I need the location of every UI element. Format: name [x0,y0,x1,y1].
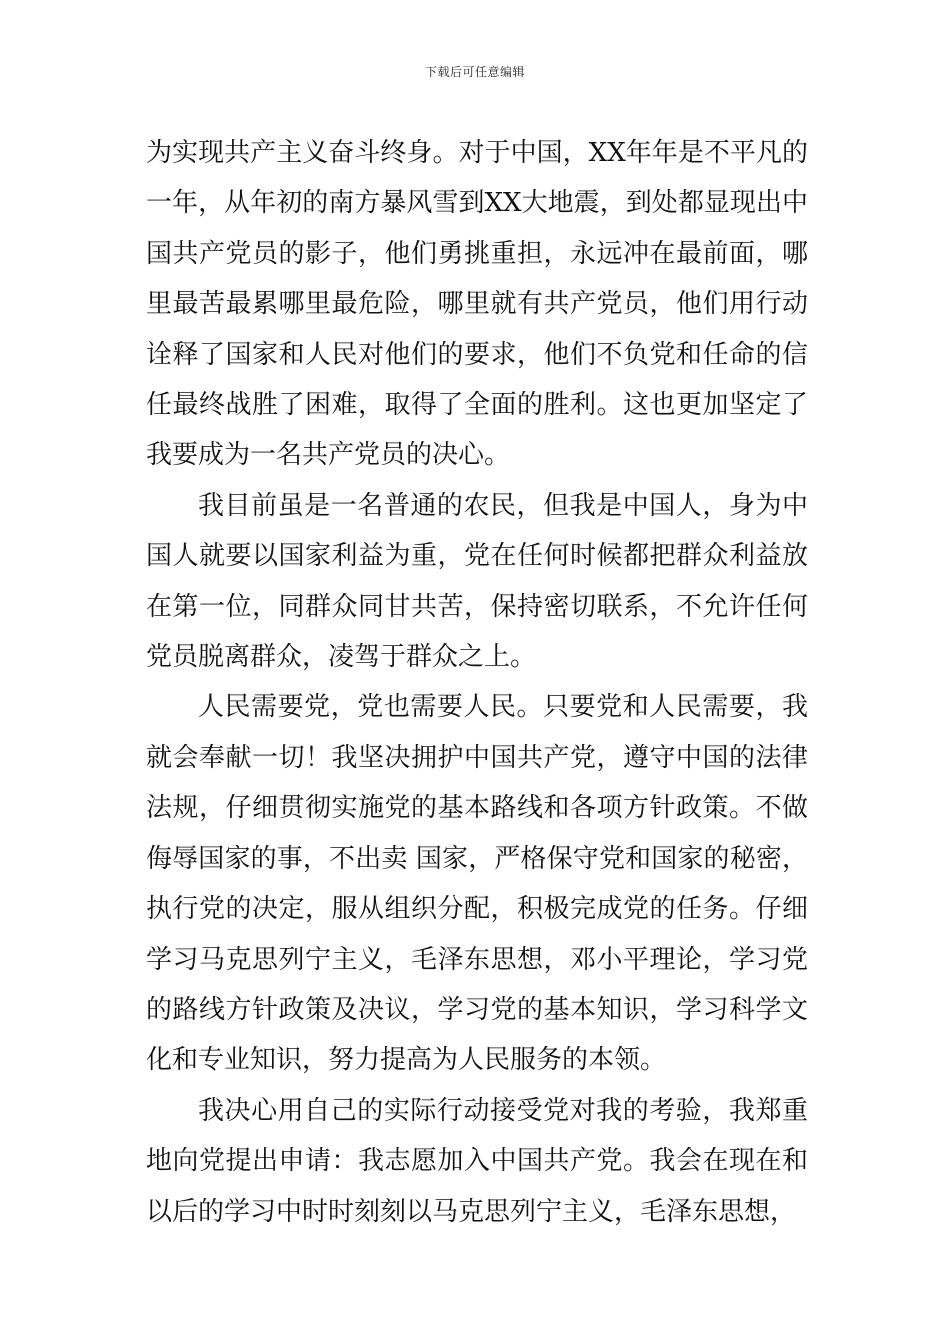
page-header: 下载后可任意编辑 [424,65,525,79]
paragraph-3: 人民需要党，党也需要人民。只要党和人民需要，我就会奉献一切！我坚决拥护中国共产党，遵守中国的法律法规，仔细贯彻实施党的基本路线和各项方针政策。不做侮辱国家的事，不出卖 国家，严格保守党和国家的秘密，执行党的决定，服从组织分配，积极完成党的任务。仔细学习马克思列宁主义，毛泽东思想，邓小平理论，学习党的路线方针政策及决议，学习党的基本知识，学习科学文化和专业知识，努力提高为人民服务的本领。 [146,692,808,1076]
document-body [146,128,808,1237]
paragraph-4: 我决心用自己的实际行动接受党对我的考验，我郑重地向党提出申请：我志愿加入中国共产党。我会在现在和以后的学习中时时刻刻以马克思列宁主义，毛泽东思想， [146,1095,808,1227]
paragraph-1: 为实现共产主义奋斗终身。对于中国，XX年年是不平凡的一年，从年初的南方暴风雪到XX大地震，到处都显现出中国共产党员的影子，他们勇挑重担，永远冲在最前面，哪里最苦最累哪里最危险，哪里就有共产党员，他们用行动诠释了国家和人民对他们的要求，他们不负党和任命的信任最终战胜了困难，取得了全面的胜利。这也更加坚定了我要成为一名共产党员的决心。 [146,138,808,471]
paragraph-2: 我目前虽是一名普通的农民，但我是中国人，身为中国人就要以国家利益为重，党在任何时候都把群众利益放在第一位，同群众同甘共苦，保持密切联系，不允许任何党员脱离群众，凌驾于群众之上。 [146,490,808,673]
